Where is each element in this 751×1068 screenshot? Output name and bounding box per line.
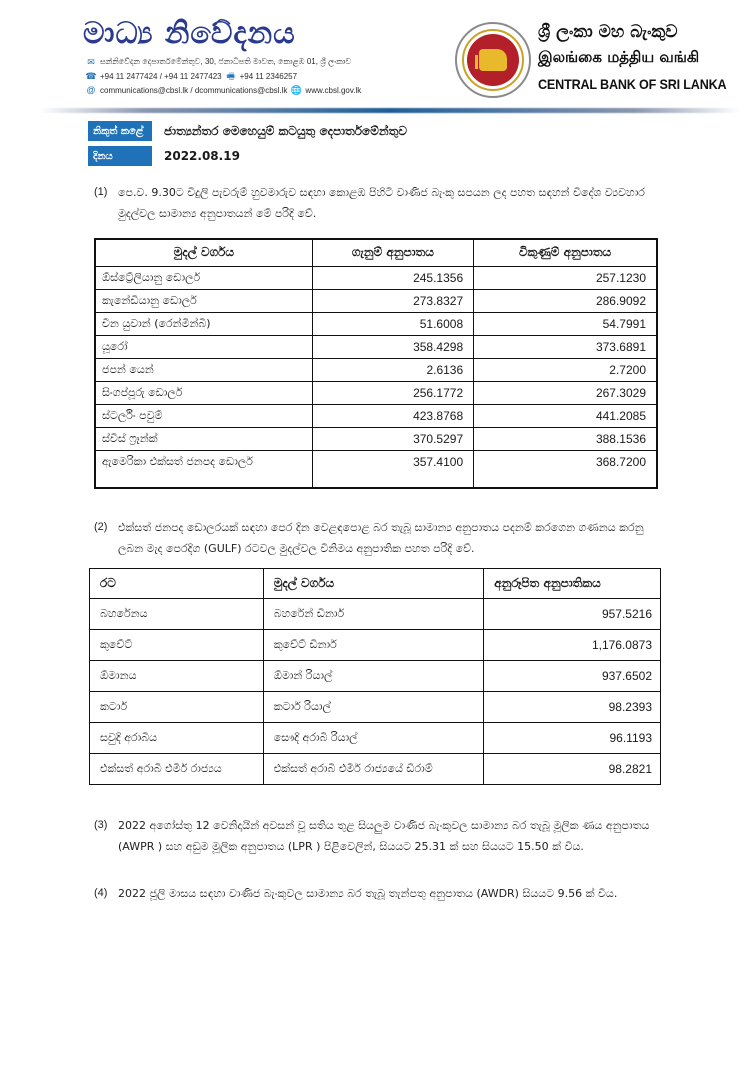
date-row [88, 146, 240, 166]
seal-core [467, 34, 519, 86]
rate-cell: 937.6502 [484, 661, 661, 692]
bank-name-english: CENTRAL BANK OF SRI LANKA [538, 76, 727, 92]
currency-cell: කැනේඩියානු ඩොලර් [95, 289, 312, 312]
header-divider [40, 108, 740, 113]
country-cell: ඕමානය [90, 661, 264, 692]
currency-cell: සිංගප්පූරු ඩොලර් [95, 381, 312, 404]
date-value: 2022.08.19 [164, 149, 240, 163]
currency-cell: කුවේට් ඩිනාර් [263, 630, 484, 661]
bank-name-sinhala: ශ්‍රී ලංකා මහ බැංකුව [538, 22, 678, 42]
table-header-row [90, 569, 661, 599]
buying-rate-cell: 51.6008 [312, 312, 473, 335]
currency-cell: ඕමාන් රියාල් [263, 661, 484, 692]
currency-cell: චීන යුවාන් (රෙන්මින්බි) [95, 312, 312, 335]
table-row [95, 427, 657, 450]
selling-rate-cell: 2.7200 [474, 358, 657, 381]
contact-address [86, 57, 351, 67]
contact-online [86, 85, 361, 95]
currency-cell: සෞදි අරාබි රියාල් [263, 723, 484, 754]
header-country: රට [90, 569, 264, 599]
buying-rate-cell: 273.8327 [312, 289, 473, 312]
currency-cell: බහරේන් ඩිනාර් [263, 599, 484, 630]
table-row [95, 335, 657, 358]
globe-icon: 🌐 [290, 84, 303, 95]
header-indicative-rate: අනුරූපිත අනුපාතිකය [484, 569, 661, 599]
website-link[interactable]: www.cbsl.gov.lk [305, 85, 362, 95]
paragraph-text: 2022 අගෝස්තු 12 වෙනිදායින් අවසන් වූ සතිය තුළ සියලුම වාණිජ බැංකුවල සාමාන්‍ය බර තැබූ මූලික ණය අනුපාතය (AWPR ) සහ අඩුම මූලික අනුපාතය (LPR ) පිළිවෙලින්, සියයට 25.31 ක් සහ සියයට 15.50 ක් විය. [118, 819, 650, 853]
table-row [90, 723, 661, 754]
currency-cell: යූරෝ [95, 335, 312, 358]
paragraph-1 [94, 182, 669, 224]
header-currency: මුදල් වර්ගය [263, 569, 484, 599]
header-currency: මුදල් වර්ගය [95, 239, 312, 266]
gulf-rates-table [89, 568, 661, 785]
email-links[interactable]: communications@cbsl.lk / dcommunications@cbsl.lk [100, 85, 288, 95]
buying-rate-cell: 370.5297 [312, 427, 473, 450]
envelope-icon: ✉ [87, 56, 95, 67]
currency-cell: ජපන් යෙන් [95, 358, 312, 381]
country-cell: කුවේට් [90, 630, 264, 661]
buying-rate-cell: 358.4298 [312, 335, 473, 358]
header-selling-rate: විකුණුම් අනුපාතය [474, 239, 657, 266]
seal-ring [462, 29, 524, 91]
paragraph-text: එක්සත් ජනපද ඩොලරයක් සඳහා පෙර දින වෙළඳපොළ බර තැබූ සාමාන්‍ය අනුපාතය පදනම් කරගෙන ගණනය කරනු ලබන මැද පෙරදිග (GULF) රටවල මුදල්වල විනිමය අනුපාතික පහත පරිදි වේ. [118, 521, 644, 555]
paragraph-text: 2022 ජූලි මාසය සඳහා වාණිජ බැංකුවල සාමාන්‍ය බර තැබූ තැන්පතු අනුපාතය (AWDR) සියයට 9.56 ක් විය. [118, 887, 618, 900]
selling-rate-cell: 286.9092 [474, 289, 657, 312]
buying-rate-cell: 245.1356 [312, 266, 473, 289]
selling-rate-cell: 257.1230 [474, 266, 657, 289]
issued-by-label: නිකුත් කළේ [88, 121, 152, 141]
selling-rate-cell: 441.2085 [474, 404, 657, 427]
cbsl-seal-logo [455, 22, 531, 98]
currency-cell: එක්සත් අරාබි එමීර් රාජ්‍යයේ ඩිරාම් [263, 754, 484, 785]
table-header-row [95, 239, 657, 266]
contact-phone [86, 71, 297, 81]
header-buying-rate: ගැනුම් අනුපාතය [312, 239, 473, 266]
currency-cell: ඇමෙරිකා එක්සත් ජනපද ඩොලර් [95, 450, 312, 488]
buying-rate-cell: 256.1772 [312, 381, 473, 404]
paragraph-number: (4) [94, 887, 108, 899]
at-sign-icon: @ [86, 84, 96, 95]
masthead-title: මාධ්‍ය නිවේදනය [83, 16, 296, 51]
bank-name-tamil: இலங்கை மத்திய வங்கி [538, 48, 700, 66]
table-row [95, 358, 657, 381]
paragraph-number: (1) [94, 186, 108, 198]
paragraph-2 [94, 517, 669, 559]
table-row [90, 754, 661, 785]
table-row [95, 450, 657, 488]
paragraph-number: (3) [94, 819, 108, 831]
telephone-icon: ☎ [85, 70, 97, 81]
currency-cell: ස්ටර්ලිං පවුම් [95, 404, 312, 427]
issued-by-value: ජාත්‍යන්තර මෙහෙයුම් කටයුතු දෙපාර්තමේන්තුව [164, 123, 407, 138]
selling-rate-cell: 368.7200 [474, 450, 657, 488]
country-cell: බහරේනය [90, 599, 264, 630]
buying-rate-cell: 2.6136 [312, 358, 473, 381]
table-row [95, 289, 657, 312]
rate-cell: 98.2393 [484, 692, 661, 723]
currency-cell: කටාර් රියාල් [263, 692, 484, 723]
phone-text: +94 11 2477424 / +94 11 2477423 [100, 71, 222, 81]
exchange-rates-table [94, 238, 658, 489]
table-row [90, 692, 661, 723]
paragraph-number: (2) [94, 521, 108, 533]
issued-by-row [88, 121, 407, 141]
selling-rate-cell: 388.1536 [474, 427, 657, 450]
rate-cell: 1,176.0873 [484, 630, 661, 661]
fax-icon: 🖷 [226, 70, 235, 81]
table-row [90, 630, 661, 661]
table-row [90, 661, 661, 692]
country-cell: සවුදි අරාබිය [90, 723, 264, 754]
fax-text: +94 11 2346257 [239, 71, 298, 81]
buying-rate-cell: 357.4100 [312, 450, 473, 488]
table-row [95, 266, 657, 289]
table-row [95, 312, 657, 335]
table-row [90, 599, 661, 630]
lion-icon [479, 49, 507, 71]
buying-rate-cell: 423.8768 [312, 404, 473, 427]
country-cell: එක්සත් අරාබි එමීර් රාජ්‍යය [90, 754, 264, 785]
paragraph-text: පෙ.ව. 9.30ට විදුලි පැවරුම් හුවමාරුව සඳහා කොළඹ පිහිටි වාණිජ බැංකු සපයන ලද පහත සඳහන් විදේශ ව්‍යවහාර මුදල්වල සාමාන්‍ය අනුපාතයන් මේ පරිදි වේ. [118, 186, 645, 220]
rate-cell: 957.5216 [484, 599, 661, 630]
selling-rate-cell: 267.3029 [474, 381, 657, 404]
paragraph-3 [94, 815, 669, 857]
currency-cell: ස්විස් ෆ්‍රෑන්ක් [95, 427, 312, 450]
table-row [95, 381, 657, 404]
address-text: සන්නිවේදන දෙපාර්තමේන්තුව, 30, ජනාධිපති මාවත, කොළඹ 01, ශ්‍රී ලංකාව [100, 57, 352, 66]
selling-rate-cell: 54.7991 [474, 312, 657, 335]
letterhead [0, 0, 751, 110]
table-row [95, 404, 657, 427]
rate-cell: 96.1193 [484, 723, 661, 754]
rate-cell: 98.2821 [484, 754, 661, 785]
date-label: දිනය [88, 146, 152, 166]
selling-rate-cell: 373.6891 [474, 335, 657, 358]
paragraph-4 [94, 883, 669, 904]
country-cell: කටාර් [90, 692, 264, 723]
currency-cell: ඕස්ට්‍රේලියානු ඩොලර් [95, 266, 312, 289]
